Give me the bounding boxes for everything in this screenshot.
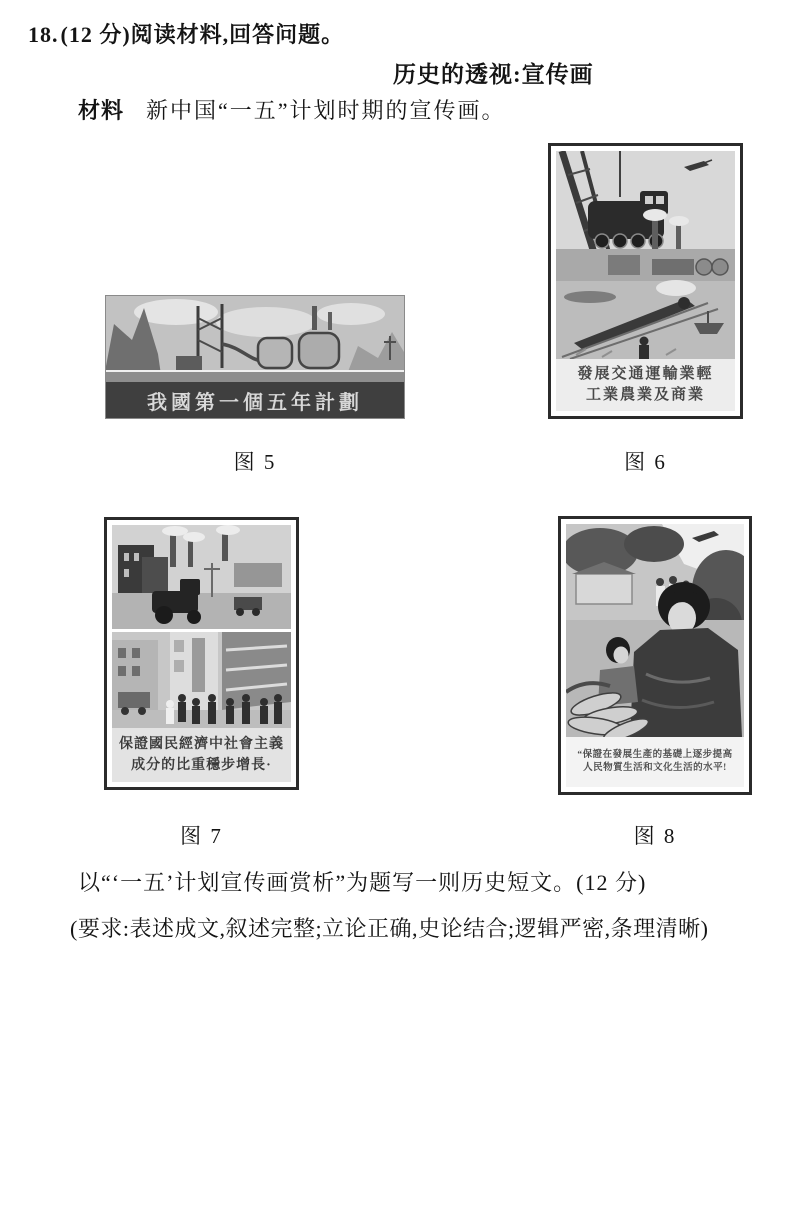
task-line: 以“‘一五’计划宣传画赏析”为题写一则历史短文。(12 分) <box>78 870 647 895</box>
figure-7-poster <box>104 517 299 790</box>
figure-7-slogan <box>112 728 291 782</box>
figure-5-caption: 图 5 <box>233 450 277 474</box>
figure-5-artwork-industrial-scene <box>106 296 404 382</box>
figure-8-slogan-line2: 人民物質生活和文化生活的水平! <box>583 763 727 773</box>
figure-8-poster <box>558 516 752 795</box>
question-intro: (12 分)阅读材料,回答问题。 <box>60 22 345 47</box>
figure-6-artwork-crane-train-scene <box>556 151 735 359</box>
question-header <box>28 18 344 49</box>
requirements-line: (要求:表述成文,叙述完整;立论正确,史论结合;逻辑严密,条理清晰) <box>70 916 709 941</box>
figure-8-slogan-line1: “保證在發展生產的基礎上逐步提高 <box>577 750 733 760</box>
figure-6-slogan <box>556 359 735 411</box>
figure-8-slogan <box>566 737 744 787</box>
figure-7-artwork-street-panel <box>112 632 291 728</box>
figure-7-slogan-line2: 成分的比重穩步增長· <box>131 758 272 773</box>
figure-7-artwork-factory-panel <box>112 525 291 629</box>
question-number: 18. <box>28 22 59 47</box>
material-text: 新中国“一五”计划时期的宣传画。 <box>146 98 506 123</box>
figure-5-poster <box>105 295 405 419</box>
material-line <box>78 94 506 125</box>
figure-5-slogan-banner: 我國第一個五年計劃 <box>106 382 404 418</box>
section-title: 历史的透视:宣传画 <box>393 62 594 87</box>
figure-8-caption: 图 8 <box>633 824 677 848</box>
figure-6-slogan-line1: 發展交通運輸業輕 <box>577 366 714 382</box>
figure-7-slogan-line1: 保證國民經濟中社會主義 <box>119 737 284 752</box>
figure-7-caption: 图 7 <box>180 824 223 848</box>
material-label: 材料 <box>78 98 125 123</box>
figure-6-poster <box>548 143 743 419</box>
figure-6-slogan-line2: 工業農業及商業 <box>585 387 705 403</box>
figure-8-artwork-mother-child-scene <box>566 524 744 737</box>
figure-6-caption: 图 6 <box>624 450 667 474</box>
